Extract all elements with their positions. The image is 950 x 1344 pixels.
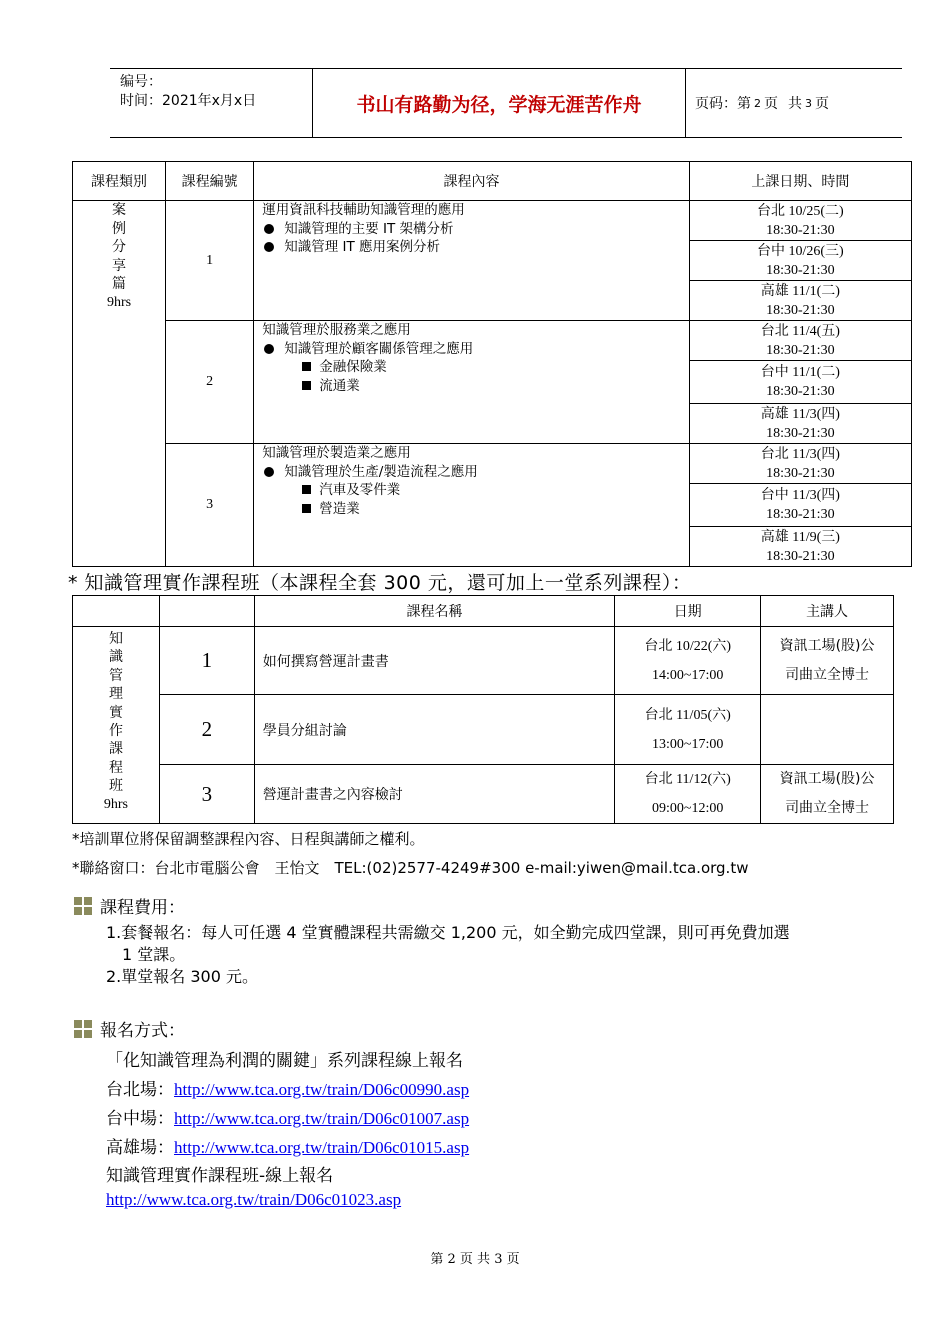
taipei-label: 台北場： [106,1080,174,1100]
note-rights: *培訓單位將保留調整課程內容、日程與講師之權利。 [72,830,425,848]
lecturer-cell [761,765,894,824]
fees-section-title [74,893,185,918]
page-total: 3 [805,96,812,110]
session-date: 台中 11/1(二) [760,365,840,380]
number-label: 编号： [120,74,162,90]
header-number: 課程編號 [166,162,254,201]
table-row [73,627,894,695]
signup-taichung [106,1104,469,1129]
sub-bullet-text: 金融保險業 [319,359,387,376]
page-footer: 第 2 页 共 3 页 [430,1252,520,1267]
lecturer-cell [761,627,894,695]
course-number: 3 [166,444,254,567]
session-time: 18:30-21:30 [766,425,835,441]
bullet-dot-icon [264,467,274,477]
page-suffix: 页 [815,96,829,112]
course-date-cell [615,765,761,824]
sub-bullet-text: 流通業 [319,377,360,394]
course-date-cell [615,695,761,765]
course-name: 學員分組討論 [254,695,614,765]
bullet-dot-icon [264,224,274,234]
bullet-text: 知識管理於顧客關係管理之應用 [284,340,474,357]
bullet-text: 知識管理 IT 應用案例分析 [284,239,441,256]
header-date: 日期 [615,596,761,627]
category-char: 分 [112,239,127,256]
bullet-text: 知識管理的主要 IT 架構分析 [284,220,454,237]
lecturer-line: 資訊工場(股)公 [779,771,875,787]
session-time: 18:30-21:30 [766,384,835,399]
table-row [73,321,912,361]
course-bullet [262,238,689,257]
course-sub-bullet [262,358,689,377]
header-meta [120,73,256,111]
table-row [73,444,912,484]
course-time: 13:00~17:00 [652,736,724,752]
taichung-label: 台中場： [106,1109,174,1129]
table-row [73,695,894,765]
bullet-square-icon [302,362,311,371]
session-cell [689,201,911,241]
session-cell [689,241,911,281]
category-char: 程 [108,759,123,776]
table-header-row [73,162,912,201]
course-number: 1 [159,627,254,695]
session-date: 台中 10/26(三) [757,243,844,259]
sub-bullet-text: 汽車及零件業 [319,482,401,499]
header-course-name: 課程名稱 [254,596,614,627]
lecturer-line: 司曲立全博士 [785,666,870,683]
header-empty [73,596,160,627]
signup-practice [106,1190,401,1210]
session-time: 18:30-21:30 [766,302,835,318]
course-time: 14:00~17:00 [652,667,724,683]
kaohsiung-label: 高雄場： [106,1138,174,1158]
category-char: 案 [112,202,127,218]
header-motto: 书山有路勤为径，学海无涯苦作舟 [312,69,686,137]
category-char: 享 [112,257,127,274]
course-date-cell [615,627,761,695]
course-bullet [262,340,689,359]
course-number: 3 [159,765,254,824]
signup-section-title [74,1016,185,1041]
course-number: 2 [159,695,254,765]
category-hours: 9hrs [106,294,132,310]
session-cell [689,321,911,361]
fees-line2: 2.單堂報名 300 元。 [106,967,258,986]
category-char: 識 [108,649,123,666]
category-char: 班 [108,778,123,795]
sub-bullet-text: 營造業 [319,500,360,517]
course-title: 知識管理於製造業之應用 [262,445,411,461]
course-number: 1 [166,201,254,321]
session-date: 台北 11/4(五) [760,323,840,339]
lecturer-line: 司曲立全博士 [785,800,870,816]
signup-series: 「化知識管理為利潤的關鍵」系列課程線上報名 [106,1051,463,1071]
lecturer-line: 資訊工場(股)公 [779,637,875,654]
header-empty [159,596,254,627]
category-char: 管 [108,667,123,684]
signup-kaohsiung [106,1133,469,1158]
page-total-prefix: 共 [788,96,802,112]
course-content [254,201,690,321]
session-date: 台北 11/3(四) [760,446,840,462]
session-cell [689,281,911,321]
session-cell [689,444,911,484]
course-title: 知識管理於服務業之應用 [262,322,411,338]
course-date: 台北 11/05(六) [644,707,731,723]
course-title: 運用資訊科技輔助知識管理的應用 [262,202,465,218]
session-time: 18:30-21:30 [766,507,835,522]
category-char: 例 [112,220,127,237]
course-bullet [262,463,689,482]
practice-course-table [72,595,894,824]
header-lecturer: 主講人 [761,596,894,627]
table-row [73,201,912,241]
practice-class-title: * 知識管理實作課程班（本課程全套 300 元，還可加上一堂系列課程）： [68,572,692,594]
time-label: 时间：2021年x月x日 [120,93,257,109]
bullet-square-icon [302,504,311,513]
course-bullet [262,220,689,239]
kaohsiung-link[interactable]: http://www.tca.org.tw/train/D06c01015.asp [174,1138,470,1157]
fees-line1b: 1 堂課。 [122,945,186,964]
session-date: 高雄 11/9(三) [760,529,840,545]
bullet-square-icon [302,381,311,390]
header-datetime: 上課日期、時間 [689,162,911,201]
taichung-link[interactable]: http://www.tca.org.tw/train/D06c01007.asp [174,1109,470,1128]
course-sub-bullet [262,500,689,519]
contact-text: *聯絡窗口：台北市電腦公會 王怡文 TEL:(02)2577-4249#300 e-mail:yiwen@mail.tca.org.tw [72,859,749,877]
session-time: 18:30-21:30 [766,222,835,238]
session-date: 高雄 11/3(四) [760,406,840,422]
course-name: 營運計畫書之內容檢討 [254,765,614,824]
session-date: 台中 11/3(四) [760,488,840,503]
session-cell [689,404,911,444]
course-date: 台北 11/12(六) [644,772,731,787]
session-time: 18:30-21:30 [766,262,835,278]
page-number: 2 [754,96,761,110]
header-page-indicator [695,69,829,137]
case-course-table [72,161,912,567]
page-mid: 页 [764,96,778,112]
header-content: 課程內容 [254,162,690,201]
header-category: 課程類別 [73,162,166,201]
course-sub-bullet [262,481,689,500]
bullet-text: 知識管理於生產/製造流程之應用 [284,463,478,480]
category-char: 知 [108,631,123,647]
note-contact [72,857,748,878]
course-time: 09:00~12:00 [652,801,724,816]
category-char: 實 [108,704,123,721]
signup-title: 報名方式： [100,1021,185,1041]
category-char: 課 [108,741,123,758]
session-time: 18:30-21:30 [766,548,835,564]
fees-line1: 1.套餐報名：每人可任選 4 堂實體課程共需繳交 1,200 元，如全勤完成四堂課，則可再免費加選 [106,923,790,942]
section-bullet-icon [74,897,92,915]
course-content [254,321,690,444]
session-cell [689,527,911,567]
lecturer-cell [761,695,894,765]
session-date: 高雄 11/1(二) [760,283,840,299]
signup-taipei [106,1075,469,1100]
table-row [73,765,894,824]
practice-link[interactable]: http://www.tca.org.tw/train/D06c01023.asp [106,1190,402,1209]
bullet-dot-icon [264,344,274,354]
category-char: 作 [108,723,123,740]
category-hours: 9hrs [103,796,129,812]
session-time: 18:30-21:30 [766,465,835,481]
course-date: 台北 10/22(六) [644,638,732,654]
session-cell [689,484,911,527]
course-name: 如何撰寫營運計畫書 [254,627,614,695]
session-date: 台北 10/25(二) [757,203,844,219]
section-bullet-icon [74,1020,92,1038]
taipei-link[interactable]: http://www.tca.org.tw/train/D06c00990.asp [174,1080,470,1099]
category-cell [73,627,160,824]
course-number: 2 [166,321,254,444]
category-char: 篇 [112,276,127,293]
category-char: 理 [108,686,123,703]
bullet-dot-icon [264,242,274,252]
table-header-row [73,596,894,627]
page-header [110,68,902,138]
course-sub-bullet [262,377,689,396]
course-content [254,444,690,567]
page-prefix: 页码：第 [695,96,751,112]
session-cell [689,361,911,404]
session-time: 18:30-21:30 [766,342,835,358]
category-cell [73,201,166,567]
signup-practice-label: 知識管理實作課程班-線上報名 [106,1166,334,1186]
bullet-square-icon [302,485,311,494]
fees-title: 課程費用： [100,898,185,918]
